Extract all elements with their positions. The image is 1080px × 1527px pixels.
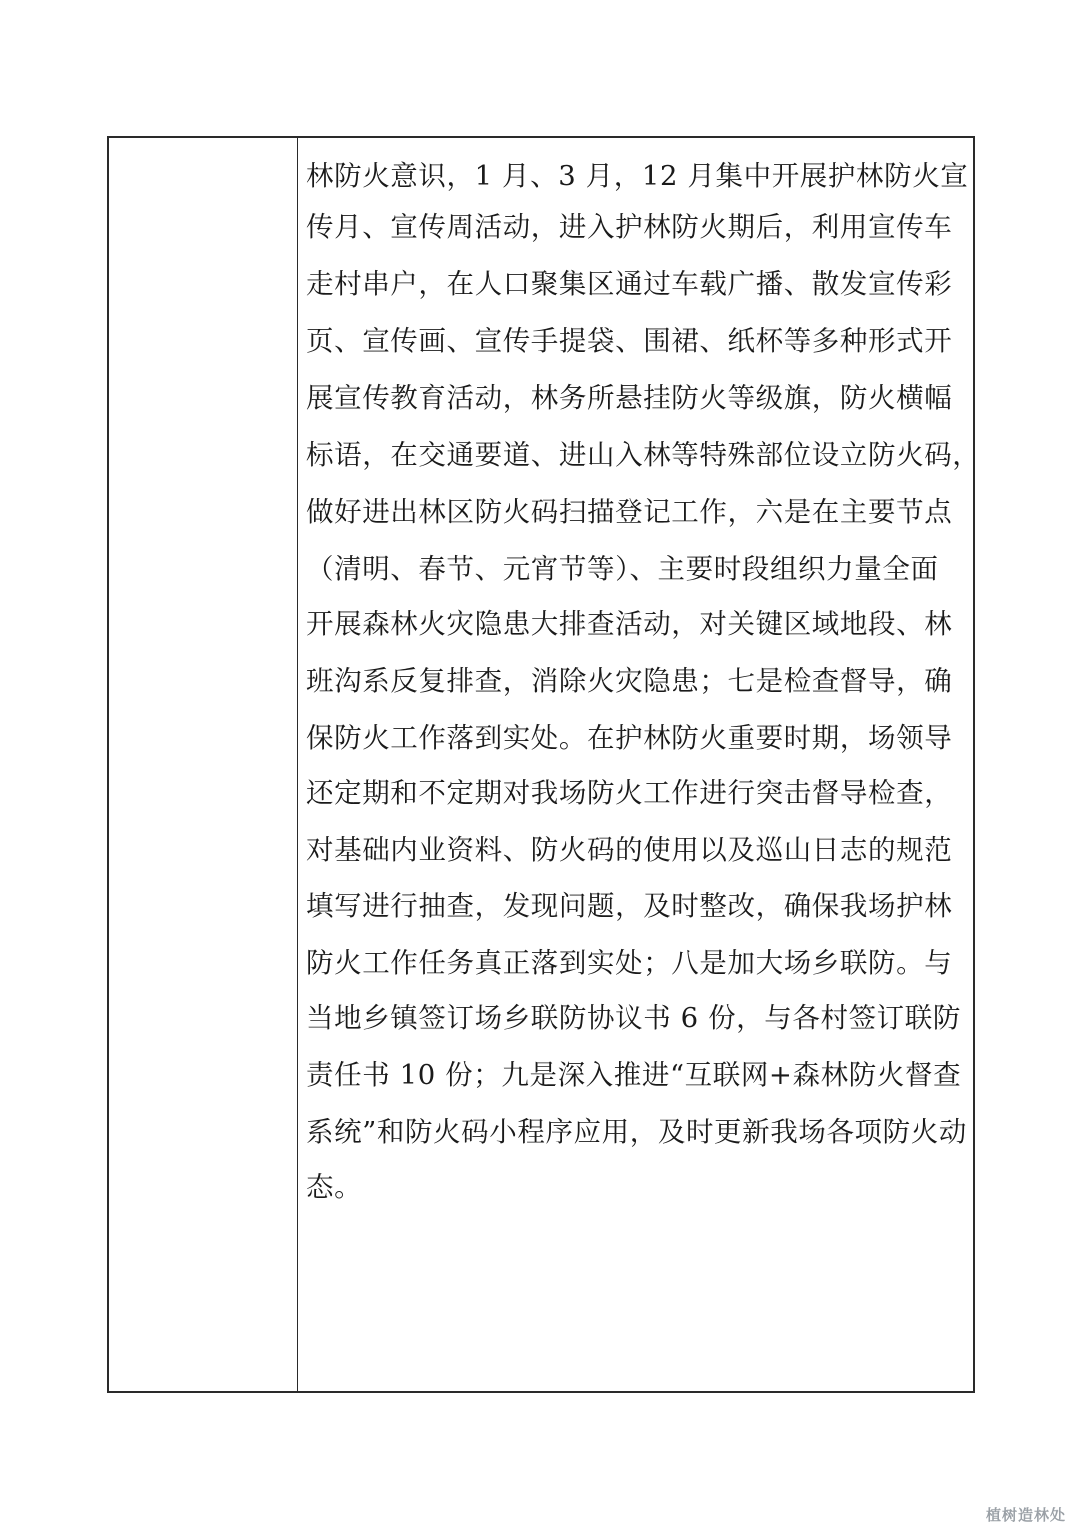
text-line: 做好进出林区防火码扫描登记工作，六是在主要节点 xyxy=(306,496,953,528)
left-label-cell xyxy=(109,138,298,1391)
text-line: 系统”和防火码小程序应用，及时更新我场各项防火动 xyxy=(306,1116,967,1148)
text-line: 态。 xyxy=(306,1171,363,1203)
text-line: 页、宣传画、宣传手提袋、围裙、纸杯等多种形式开 xyxy=(306,325,953,357)
text-line: 当地乡镇签订场乡联防协议书 6 份，与各村签订联防 xyxy=(306,1002,961,1034)
text-line: 还定期和不定期对我场防火工作进行突击督导检查， xyxy=(306,777,953,809)
text-line: 防火工作任务真正落到实处；八是加大场乡联防。与 xyxy=(306,947,953,979)
content-cell xyxy=(298,138,981,1391)
text-line: 保防火工作落到实处。在护林防火重要时期，场领导 xyxy=(306,722,953,754)
text-line: 对基础内业资料、防火码的使用以及巡山日志的规范 xyxy=(306,834,953,866)
text-line: 展宣传教育活动，林务所悬挂防火等级旗，防火横幅 xyxy=(306,382,953,414)
text-line: 开展森林火灾隐患大排查活动，对关键区域地段、林 xyxy=(306,608,953,640)
form-table xyxy=(107,136,981,1393)
watermark-text: 植树造林处 xyxy=(985,1506,1066,1524)
text-line: 责任书 10 份；九是深入推进“互联网+森林防火督查 xyxy=(306,1059,962,1091)
text-line: 标语，在交通要道、进山入林等特殊部位设立防火码， xyxy=(306,439,981,471)
text-line: 林防火意识，1 月、3 月，12 月集中开展护林防火宣 xyxy=(306,160,969,192)
text-line: 传月、宣传周活动，进入护林防火期后，利用宣传车 xyxy=(306,211,953,243)
text-line: 填写进行抽查，发现问题，及时整改，确保我场护林 xyxy=(306,890,953,922)
text-line: （清明、春节、元宵节等）、主要时段组织力量全面 xyxy=(306,553,939,585)
text-line: 班沟系反复排查，消除火灾隐患；七是检查督导，确 xyxy=(306,665,953,697)
text-line: 走村串户，在人口聚集区通过车载广播、散发宣传彩 xyxy=(306,268,953,300)
